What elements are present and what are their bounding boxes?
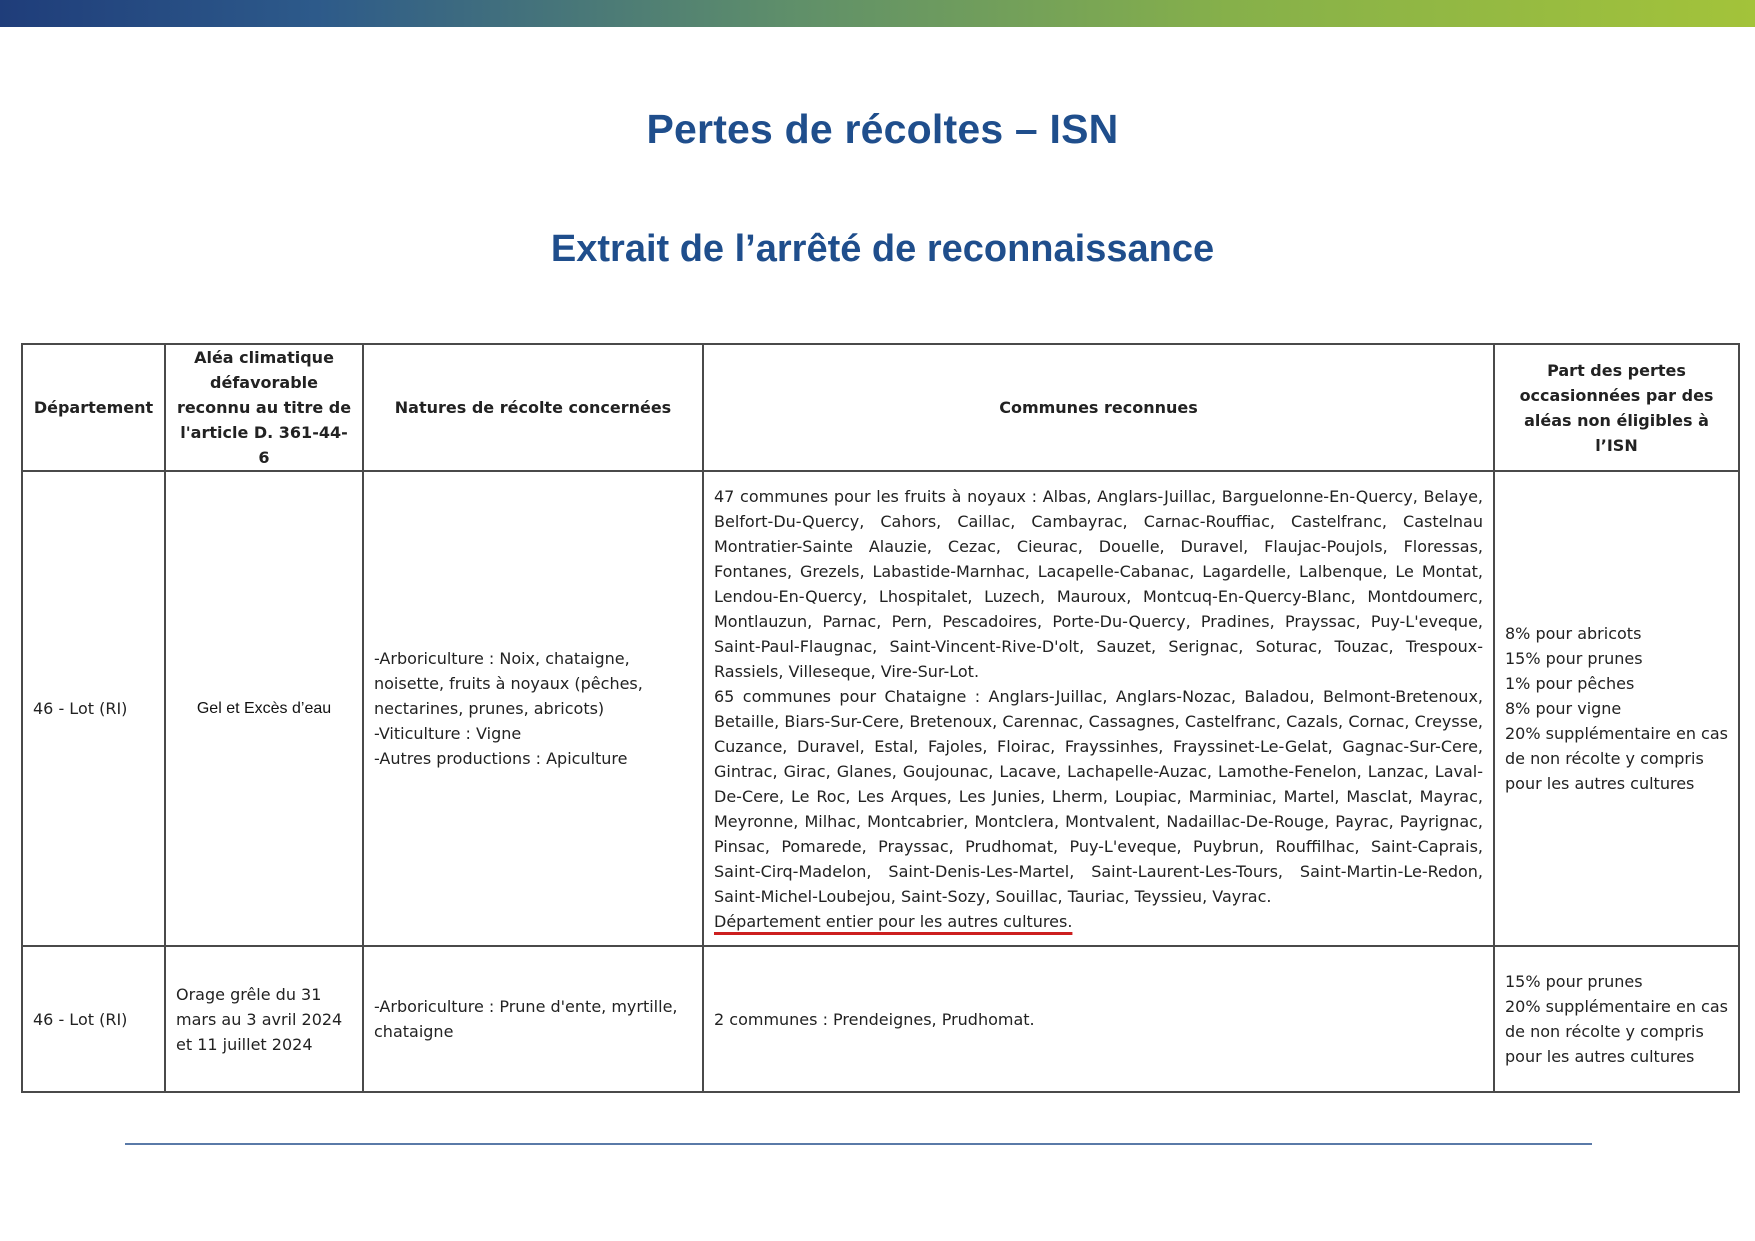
arrete-table <box>21 343 1740 1093</box>
page-subtitle: Extrait de l’arrêté de reconnaissance <box>550 228 1215 270</box>
alea-cell: Orage grêle du 31 mars au 3 avril 2024 et 11 juillet 2024 <box>165 946 363 1092</box>
nature-line: -Autres productions : Apiculture <box>374 749 628 768</box>
column-header-departement: Département <box>22 344 165 471</box>
column-header-communes: Communes reconnues <box>703 344 1494 471</box>
natures-cell <box>363 946 703 1092</box>
communes-cell <box>703 471 1494 946</box>
column-header-natures: Natures de récolte concernées <box>363 344 703 471</box>
communes-paragraph: 65 communes pour Chataigne : Anglars-Juillac, Anglars-Nozac, Baladou, Belmont-Bretenoux, Betaille, Biars-Sur-Cere, Bretenoux, Carennac, Cassagnes, Castelfranc, Cazals, Cornac, Creysse, Cuzance, Duravel, Estal, Fajoles, Floirac, Frayssinhes, Frayssinet-Le-Gelat, Gagnac-Sur-Cere, Gintrac, Girac, Glanes, Goujounac, Lacave, Lachapelle-Auzac, Lamothe-Fenelon, Lanzac, Laval-De-Cere, Le Roc, Les Arques, Les Junies, Lherm, Loupiac, Marminiac, Martel, Masclat, Mayrac, Meyronne, Milhac, Montcabrier, Montclera, Montvalent, Nadaillac-De-Rouge, Payrac, Payrignac, Pinsac, Pomarede, Prayssac, Prudhomat, Puy-L'eveque, Puybrun, Rouffilhac, Saint-Caprais, Saint-Cirq-Madelon, Saint-Denis-Les-Martel, Saint-Laurent-Les-Tours, Saint-Martin-Le-Redon, Saint-Michel-Loubejou, Saint-Sozy, Souillac, Tauriac, Teyssieu, Vayrac. <box>714 686 1483 906</box>
part-line: 20% supplémentaire en cas de non récolte y compris pour les autres cultures <box>1505 997 1728 1066</box>
part-line: 8% pour vigne <box>1505 699 1622 718</box>
page-title: Pertes de récoltes – ISN <box>646 106 1119 152</box>
part-pertes-cell <box>1494 471 1739 946</box>
table-row <box>22 471 1739 946</box>
nature-line: -Viticulture : Vigne <box>374 724 522 743</box>
part-pertes-cell <box>1494 946 1739 1092</box>
natures-cell <box>363 471 703 946</box>
part-line: 20% supplémentaire en cas de non récolte y compris pour les autres cultures <box>1505 724 1728 793</box>
column-header-alea: Aléa climatique défavorable reconnu au titre de l'article D. 361-44-6 <box>165 344 363 471</box>
communes-note: Département entier pour les autres cultures. <box>714 911 1073 931</box>
footer-divider <box>125 1143 1592 1145</box>
top-gradient-bar <box>0 0 1755 27</box>
communes-cell: 2 communes : Prendeignes, Prudhomat. <box>703 946 1494 1092</box>
nature-line: -Arboriculture : Noix, chataigne, noisette, fruits à noyaux (pêches, nectarines, prunes, abricots) <box>374 649 643 718</box>
alea-cell: Gel et Excès d’eau <box>165 471 363 946</box>
table-row <box>22 946 1739 1092</box>
part-line: 1% pour pêches <box>1505 674 1635 693</box>
departement-cell: 46 - Lot (RI) <box>22 471 165 946</box>
column-header-part-pertes: Part des pertes occasionnées par des aléas non éligibles à l’ISN <box>1494 344 1739 471</box>
nature-line: -Arboriculture : Prune d'ente, myrtille, chataigne <box>374 997 678 1041</box>
part-line: 8% pour abricots <box>1505 624 1642 643</box>
part-line: 15% pour prunes <box>1505 972 1643 991</box>
communes-paragraph: 47 communes pour les fruits à noyaux : Albas, Anglars-Juillac, Barguelonne-En-Quercy, Belaye, Belfort-Du-Quercy, Cahors, Caillac, Cambayrac, Carnac-Rouffiac, Castelfranc, Castelnau Montratier-Sainte Alauzie, Cezac, Cieurac, Douelle, Duravel, Flaujac-Poujols, Floressas, Fontanes, Grezels, Labastide-Marnhac, Lacapelle-Cabanac, Lagardelle, Lalbenque, Le Montat, Lendou-En-Quercy, Lhospitalet, Luzech, Mauroux, Montcuq-En-Quercy-Blanc, Montdoumerc, Montlauzun, Parnac, Pern, Pescadoires, Porte-Du-Quercy, Pradines, Prayssac, Puy-L'eveque, Saint-Paul-Flaugnac, Saint-Vincent-Rive-D'olt, Sauzet, Serignac, Soturac, Touzac, Trespoux-Rassiels, Villeseque, Vire-Sur-Lot. <box>714 486 1483 681</box>
table-header-row <box>22 344 1739 471</box>
part-line: 15% pour prunes <box>1505 649 1643 668</box>
departement-cell: 46 - Lot (RI) <box>22 946 165 1092</box>
